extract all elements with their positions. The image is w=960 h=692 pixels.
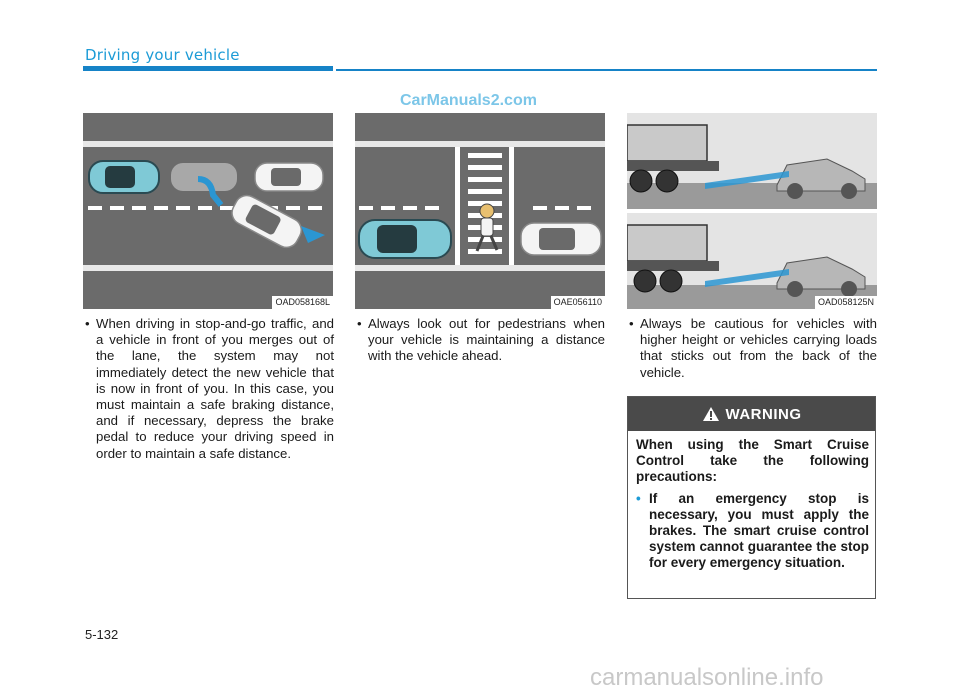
figure-code-2: OAE056110 bbox=[551, 296, 605, 309]
warning-title: WARNING bbox=[725, 405, 802, 423]
merging-vehicle-illustration bbox=[83, 113, 333, 309]
page-number: 5-132 bbox=[85, 627, 119, 642]
watermark-bottom: carmanualsonline.info bbox=[590, 664, 824, 691]
warning-bullet-text: If an emergency stop is necessary, you must apply the brakes. The smart cruise control system cannot guarantee the stop for every emergency situation. bbox=[649, 490, 869, 571]
figure-merging-vehicle bbox=[83, 113, 333, 309]
warning-triangle-icon bbox=[702, 406, 720, 422]
figure-pedestrian-crossing bbox=[355, 113, 605, 309]
left-column-text bbox=[85, 316, 334, 462]
middle-bullet-text: Always look out for pedestrians when your vehicle is maintaining a distance with the vehicle ahead. bbox=[368, 316, 605, 364]
middle-column-text bbox=[357, 316, 605, 365]
pedestrian-crossing-illustration bbox=[355, 113, 605, 309]
figure-code-3: OAD058125N bbox=[815, 296, 877, 309]
warning-intro: When using the Smart Cruise Control take the following precautions: bbox=[636, 437, 869, 485]
header-rule-thick bbox=[83, 66, 333, 71]
figure-tall-vehicle bbox=[627, 113, 877, 309]
bullet-dot: • bbox=[85, 316, 90, 331]
warning-bullet-dot: • bbox=[636, 490, 641, 506]
right-column-text bbox=[629, 316, 877, 381]
warning-body bbox=[636, 437, 869, 572]
figure-code-1: OAD058168L bbox=[272, 296, 333, 309]
section-title: Driving your vehicle bbox=[85, 46, 240, 64]
right-bullet-text: Always be cautious for vehicles with higher height or vehicles carrying loads that sticks out from the back of the vehicle. bbox=[640, 316, 877, 380]
warning-header bbox=[628, 397, 875, 431]
watermark-top: CarManuals2.com bbox=[400, 92, 537, 109]
left-bullet-text: When driving in stop-and-go traffic, and a vehicle in front of you merges out of the lane, the system may not immediately detect the new vehicle that is now in front of you. In this case, you must maintain a safe braking distance, and if necessary, depress the brake pedal to reduce your driving speed in order to maintain a safe distance. bbox=[96, 316, 334, 461]
warning-box bbox=[627, 396, 876, 599]
tall-vehicle-illustration bbox=[627, 113, 877, 309]
bullet-dot: • bbox=[629, 316, 634, 331]
bullet-dot: • bbox=[357, 316, 362, 331]
header-rule-thin bbox=[336, 69, 877, 71]
